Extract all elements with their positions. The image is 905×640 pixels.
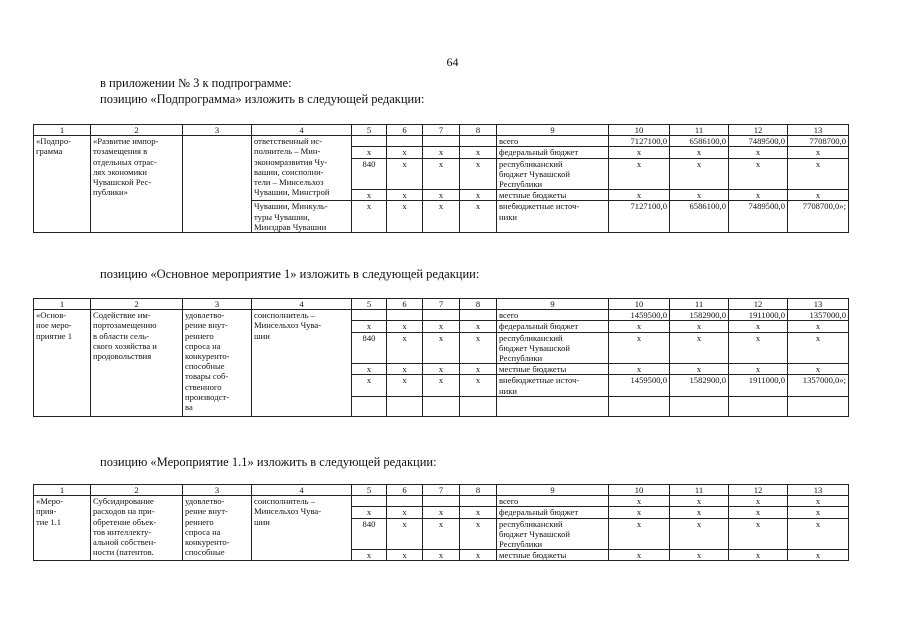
table-cell: x — [387, 550, 423, 561]
table-cell — [460, 396, 497, 416]
table-cell: 11 — [670, 299, 729, 310]
table-cell: x — [609, 190, 670, 201]
table-cell: x — [670, 496, 729, 507]
table-cell: 7489500,0 — [729, 201, 788, 233]
table-cell: x — [352, 147, 387, 158]
table-cell: 8 — [460, 485, 497, 496]
table-cell: x — [609, 321, 670, 332]
table-cell — [497, 396, 609, 416]
table-cell: x — [460, 375, 497, 396]
table-cell: 8 — [460, 125, 497, 136]
table-cell: 10 — [609, 485, 670, 496]
table-cell: x — [423, 190, 460, 201]
table-cell: 1 — [34, 299, 91, 310]
table-cell: x — [423, 550, 460, 561]
table-cell: 13 — [788, 125, 849, 136]
table-cell: 5 — [352, 485, 387, 496]
table-cell: 3 — [183, 299, 252, 310]
table-cell: 13 — [788, 299, 849, 310]
table-cell: 1582900,0 — [670, 310, 729, 321]
table-cell: x — [387, 321, 423, 332]
table-cell: x — [670, 518, 729, 550]
table-cell — [423, 496, 460, 507]
table-cell: x — [423, 364, 460, 375]
table-cell: 7127100,0 — [609, 136, 670, 147]
cell-name: Содействие им- портозамещению в области сель- ского хозяйства и продовольствия — [91, 310, 183, 417]
table-cell: x — [788, 190, 849, 201]
cell-executor: соисполнитель – Минсельхоз Чува- шии — [252, 310, 352, 417]
table-cell: 9 — [497, 485, 609, 496]
table-cell: 6 — [387, 125, 423, 136]
table-cell: 7708700,0»; — [788, 201, 849, 233]
table-cell: x — [729, 332, 788, 364]
table-cell: федеральный бюджет — [497, 321, 609, 332]
table-cell: x — [788, 496, 849, 507]
table-cell: 1357000,0 — [788, 310, 849, 321]
table-cell: x — [609, 332, 670, 364]
table-cell: местные бюджеты — [497, 364, 609, 375]
table-cell — [460, 310, 497, 321]
table-cell: 7708700,0 — [788, 136, 849, 147]
table-cell: x — [460, 507, 497, 518]
table-cell — [788, 396, 849, 416]
cell-status: «Основ- ное меро- приятие 1 — [34, 310, 91, 417]
table-header-row — [34, 299, 849, 310]
table-cell: всего — [497, 496, 609, 507]
table-cell: 7127100,0 — [609, 201, 670, 233]
table-cell: 6586100,0 — [670, 201, 729, 233]
table-cell: x — [352, 375, 387, 396]
cell-task: удовлетво- рение внут- реннего спроса на конкуренто- способные товары соб- ственного производст- ва — [183, 310, 252, 417]
table-cell: x — [729, 158, 788, 190]
table-cell: 1911000,0 — [729, 310, 788, 321]
table-cell: федеральный бюджет — [497, 507, 609, 518]
table-cell — [729, 396, 788, 416]
table-cell: x — [788, 364, 849, 375]
table-cell: 840 — [352, 518, 387, 550]
table-cell: x — [352, 364, 387, 375]
table-cell: 9 — [497, 125, 609, 136]
table-cell: 3 — [183, 125, 252, 136]
table-cell — [352, 396, 387, 416]
table-cell: x — [352, 190, 387, 201]
table-cell: x — [609, 550, 670, 561]
table-cell: x — [729, 496, 788, 507]
table-cell: 1459500,0 — [609, 375, 670, 396]
table-cell: x — [423, 158, 460, 190]
table-cell: 6586100,0 — [670, 136, 729, 147]
table-cell: x — [670, 158, 729, 190]
table-cell: 7 — [423, 485, 460, 496]
table-cell: x — [460, 550, 497, 561]
table-row — [34, 310, 849, 321]
table-cell: 1582900,0 — [670, 375, 729, 396]
table-cell: x — [387, 147, 423, 158]
table-cell: 7 — [423, 125, 460, 136]
table-cell: всего — [497, 310, 609, 321]
table-cell — [387, 396, 423, 416]
table-cell: x — [352, 321, 387, 332]
cell-status: «Меро- прия- тие 1.1 — [34, 496, 91, 561]
table-cell: x — [460, 518, 497, 550]
table-cell: x — [670, 190, 729, 201]
table-cell: x — [423, 147, 460, 158]
table-cell: 2 — [91, 485, 183, 496]
table-cell: x — [387, 375, 423, 396]
table-cell — [423, 310, 460, 321]
table-cell: x — [460, 147, 497, 158]
table-cell: 1357000,0»; — [788, 375, 849, 396]
table-cell — [423, 396, 460, 416]
table-measure-1-1 — [33, 484, 849, 561]
table-cell: x — [788, 550, 849, 561]
table-cell: 12 — [729, 299, 788, 310]
table-cell: x — [423, 332, 460, 364]
table-cell: x — [670, 507, 729, 518]
table-cell: x — [670, 321, 729, 332]
table-cell: x — [729, 507, 788, 518]
cell-task — [183, 136, 252, 233]
table-main-measure — [33, 298, 849, 417]
table-cell — [670, 396, 729, 416]
table-cell: x — [609, 507, 670, 518]
cell-status: «Подпро- грамма — [34, 136, 91, 233]
table-cell: внебюджетные источ- ники — [497, 375, 609, 396]
table-cell — [387, 496, 423, 507]
table-cell: x — [423, 321, 460, 332]
table-cell: x — [387, 158, 423, 190]
table-cell: местные бюджеты — [497, 550, 609, 561]
table-cell: x — [788, 507, 849, 518]
table-cell: x — [423, 201, 460, 233]
table-cell — [423, 136, 460, 147]
table-cell: 840 — [352, 332, 387, 364]
table-cell: 10 — [609, 299, 670, 310]
table-cell: x — [460, 190, 497, 201]
table-cell: x — [387, 518, 423, 550]
table-cell: 4 — [252, 125, 352, 136]
table-cell: x — [460, 332, 497, 364]
table-cell — [352, 136, 387, 147]
intro-line-1: в приложении № 3 к подпрограмме: — [100, 76, 292, 90]
table-cell: x — [609, 158, 670, 190]
table-cell: x — [609, 147, 670, 158]
table-cell: x — [423, 375, 460, 396]
table-cell: x — [729, 190, 788, 201]
table-cell: x — [609, 518, 670, 550]
table-cell: x — [460, 364, 497, 375]
table-cell: x — [609, 496, 670, 507]
page-number: 64 — [446, 55, 459, 69]
table-cell: x — [460, 201, 497, 233]
table-cell: x — [670, 550, 729, 561]
table-row — [34, 136, 849, 147]
table-cell: x — [788, 518, 849, 550]
table-cell: x — [670, 332, 729, 364]
cell-name: Субсидирование расходов на при- обретение объек- тов интеллекту- альной собствен- ности (патентов. — [91, 496, 183, 561]
table-cell: 2 — [91, 299, 183, 310]
table-cell: x — [460, 158, 497, 190]
table-cell: местные бюджеты — [497, 190, 609, 201]
table-cell: 5 — [352, 125, 387, 136]
cell-executor: соисполнитель – Минсельхоз Чува- шии — [252, 496, 352, 561]
table-cell: федеральный бюджет — [497, 147, 609, 158]
table-cell: республиканский бюджет Чувашской Республики — [497, 518, 609, 550]
table-cell: 4 — [252, 299, 352, 310]
cell-executor: ответственный ис- полнитель – Мин- экономразвития Чу- вашии, соисполни- тели – Минсельхоз Чувашии, Минстрой — [252, 136, 352, 201]
table-cell: 1 — [34, 485, 91, 496]
cell-name: «Развитие импор- тозамещения в отдельных отрас- лях экономики Чувашской Рес- публики» — [91, 136, 183, 233]
table-header-row — [34, 125, 849, 136]
table-cell: x — [423, 518, 460, 550]
table-cell: x — [387, 364, 423, 375]
table-cell: x — [387, 190, 423, 201]
table-cell — [352, 496, 387, 507]
table-cell: x — [460, 321, 497, 332]
table-cell: x — [670, 147, 729, 158]
table-cell — [460, 136, 497, 147]
table-cell: 1 — [34, 125, 91, 136]
table-cell: 8 — [460, 299, 497, 310]
table-cell: 13 — [788, 485, 849, 496]
table-cell: 840 — [352, 158, 387, 190]
table-cell: x — [670, 364, 729, 375]
table-cell: x — [387, 201, 423, 233]
table-cell: 4 — [252, 485, 352, 496]
table-cell: 11 — [670, 485, 729, 496]
paragraph-measure-1-1: позицию «Мероприятие 1.1» изложить в следующей редакции: — [100, 455, 437, 469]
table-cell: x — [788, 147, 849, 158]
table-cell: x — [729, 147, 788, 158]
table-cell: 9 — [497, 299, 609, 310]
table-cell: x — [387, 507, 423, 518]
table-cell: 6 — [387, 485, 423, 496]
table-cell: республиканский бюджет Чувашской Республики — [497, 332, 609, 364]
table-cell — [387, 136, 423, 147]
table-cell: x — [788, 332, 849, 364]
table-cell: всего — [497, 136, 609, 147]
table-cell: 11 — [670, 125, 729, 136]
table-subprogram — [33, 124, 849, 233]
table-cell — [352, 310, 387, 321]
paragraph-main-measure: позицию «Основное мероприятие 1» изложить в следующей редакции: — [100, 267, 480, 281]
intro-line-2: позицию «Подпрограмма» изложить в следующей редакции: — [100, 92, 425, 106]
table-cell: x — [352, 507, 387, 518]
table-cell: x — [729, 550, 788, 561]
table-cell: 2 — [91, 125, 183, 136]
table-cell — [387, 310, 423, 321]
table-cell: 12 — [729, 485, 788, 496]
table-cell: x — [352, 201, 387, 233]
table-cell: x — [729, 364, 788, 375]
table-cell: 7489500,0 — [729, 136, 788, 147]
table-cell: x — [352, 550, 387, 561]
table-cell — [609, 396, 670, 416]
table-cell: 1459500,0 — [609, 310, 670, 321]
table-cell: 7 — [423, 299, 460, 310]
table-cell: x — [788, 321, 849, 332]
table-cell: 12 — [729, 125, 788, 136]
table-cell: 10 — [609, 125, 670, 136]
table-row — [34, 496, 849, 507]
table-cell: x — [609, 364, 670, 375]
cell-task: удовлетво- рение внут- реннего спроса на конкуренто- способные — [183, 496, 252, 561]
table-cell: республиканский бюджет Чувашской Республики — [497, 158, 609, 190]
table-cell: x — [788, 158, 849, 190]
table-cell — [460, 496, 497, 507]
table-cell: Чувашии, Минкуль- туры Чувашии, Минздрав Чувашии — [252, 201, 352, 233]
table-cell: 5 — [352, 299, 387, 310]
table-cell: x — [729, 518, 788, 550]
table-cell: внебюджетные источ- ники — [497, 201, 609, 233]
table-cell: x — [729, 321, 788, 332]
table-cell: x — [387, 332, 423, 364]
table-cell: x — [423, 507, 460, 518]
table-header-row — [34, 485, 849, 496]
table-cell: 1911000,0 — [729, 375, 788, 396]
table-cell: 3 — [183, 485, 252, 496]
table-cell: 6 — [387, 299, 423, 310]
